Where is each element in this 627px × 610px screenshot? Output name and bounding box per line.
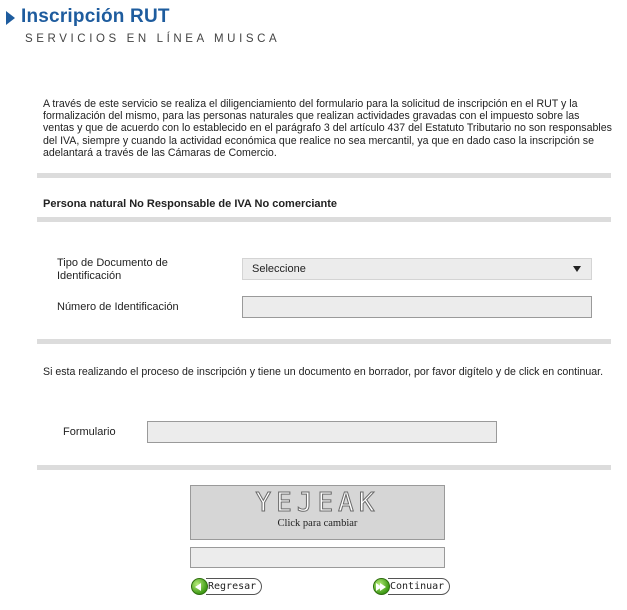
doc-type-select[interactable]: [242, 258, 592, 280]
divider: [37, 217, 611, 222]
back-button-label: Regresar: [206, 578, 262, 595]
doc-type-selected-value: Seleccione: [252, 263, 306, 275]
continue-button[interactable]: [373, 577, 450, 595]
divider: [37, 465, 611, 470]
intro-text: A través de este servicio se realiza el diligenciamiento del formulario para la solicitud de inscripción en el RUT y la formalización del mismo, para las personas naturales que realizan actividades gravadas con el impuesto sobre las ventas y que de acuerdo con lo establecido en el parágrafo 3 del artículo 437 del Estatuto Tributario no son responsables del IVA, siempre y cuando la actividad económica que realice no sea mercantil, ya que en dado caso la inscripción se adelantará a través de las Cámaras de Comercio.: [43, 98, 612, 159]
arrow-left-icon: [191, 578, 208, 595]
title-row: [6, 6, 170, 28]
form-number-label: Formulario: [63, 426, 116, 438]
back-button[interactable]: [191, 577, 262, 595]
arrow-right-icon: [6, 11, 15, 25]
captcha-code: YEJEAK: [255, 488, 380, 518]
continue-button-label: Continuar: [388, 578, 450, 595]
id-number-label: Número de Identificación: [57, 301, 179, 313]
draft-instructions: Si esta realizando el proceso de inscripción y tiene un documento en borrador, por favor digítelo y de click en continuar.: [43, 366, 604, 378]
captcha-hint: Click para cambiar: [277, 518, 358, 529]
page-header: [6, 6, 281, 45]
triangle-down-icon: [573, 266, 581, 272]
captcha-input[interactable]: [190, 547, 445, 568]
page-title: Inscripción RUT: [21, 6, 170, 27]
doc-type-label: Tipo de Documento de Identificación: [57, 257, 168, 282]
id-number-input[interactable]: [242, 296, 592, 318]
double-arrow-right-icon: [373, 578, 390, 595]
captcha-image[interactable]: [190, 485, 445, 540]
section-title: Persona natural No Responsable de IVA No comerciante: [43, 198, 338, 210]
page-subtitle: SERVICIOS EN LÍNEA MUISCA: [25, 33, 281, 45]
divider: [37, 173, 611, 178]
form-number-input[interactable]: [147, 421, 497, 443]
divider: [37, 339, 611, 344]
